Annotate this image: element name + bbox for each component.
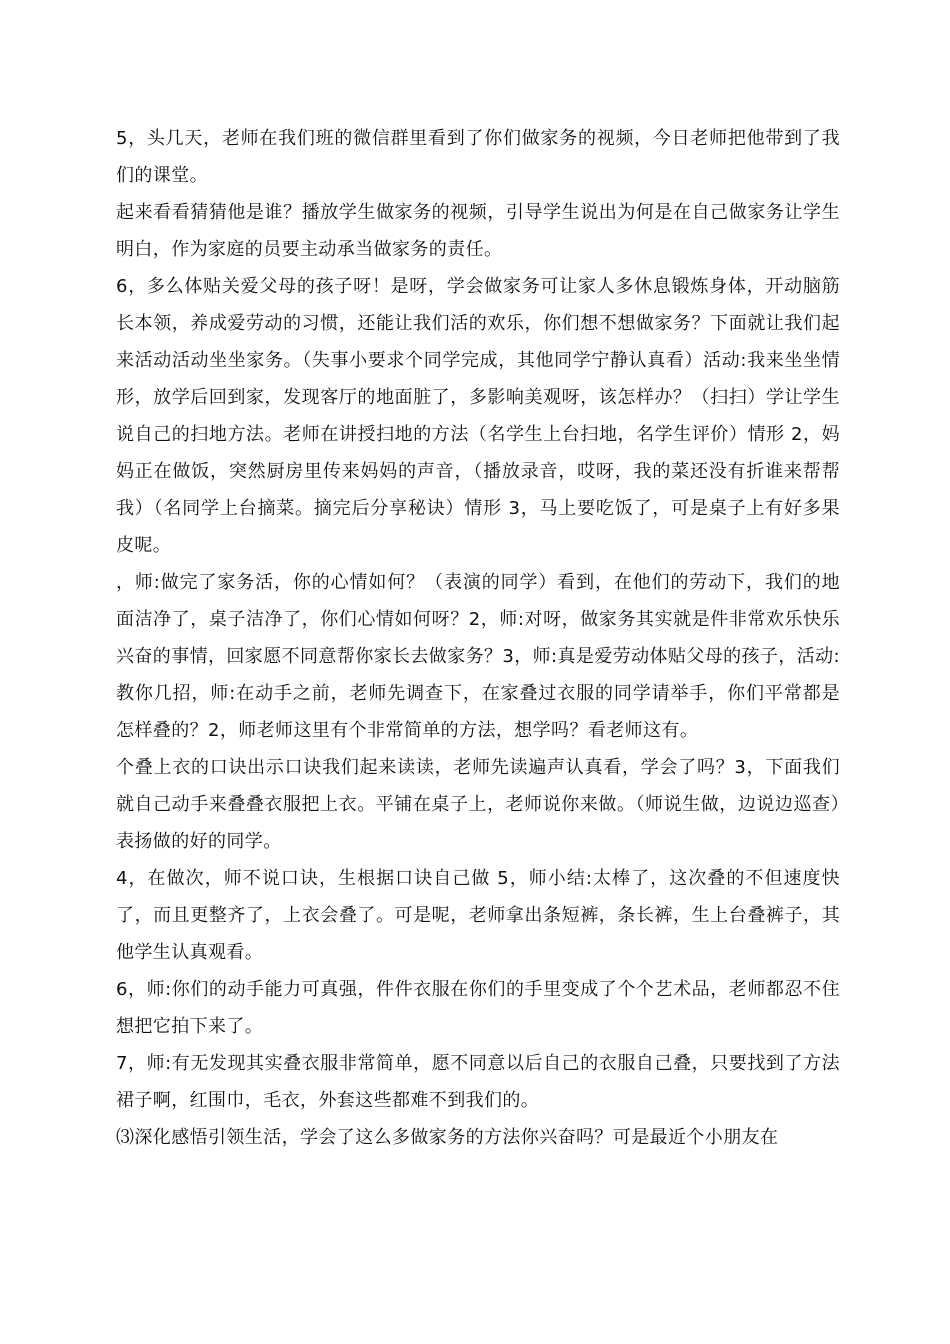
paragraph-1: 5，头几天，老师在我们班的微信群里看到了你们做家务的视频，今日老师把他带到了我们的课堂。 [116, 128, 840, 186]
paragraph-8: 7，师:有无发现其实叠衣服非常简单，愿不同意以后自己的衣服自己叠，只要找到了方法裙子啊，红围巾，毛衣，外套这些都难不到我们的。 [116, 1053, 840, 1111]
paragraph-4: ，师:做完了家务活，你的心情如何？（表演的同学）看到，在他们的劳动下，我们的地面洁净了，桌子洁净了，你们心情如何呀？2，师:对呀，做家务其实就是件非常欢乐快乐兴奋的事情，回家愿不同意帮你家长去做家务？3，师:真是爱劳动体贴父母的孩子，活动:教你几招，师:在动手之前，老师先调查下，在家叠过衣服的同学请举手，你们平常都是怎样叠的？2，师老师这里有个非常简单的方法，想学吗？看老师这有。 [116, 572, 840, 741]
paragraph-9: ⑶深化感悟引领生活，学会了这么多做家务的方法你兴奋吗？可是最近个小朋友在 [116, 1127, 779, 1148]
paragraph-7: 6，师:你们的动手能力可真强，件件衣服在你们的手里变成了个个艺术品，老师都忍不住想把它拍下来了。 [116, 979, 840, 1037]
paragraph-2: 起来看看猜猜他是谁？播放学生做家务的视频，引导学生说出为何是在自己做家务让学生明白，作为家庭的员要主动承当做家务的责任。 [116, 202, 840, 260]
paragraph-6: 4，在做次，师不说口诀，生根据口诀自己做 5，师小结:太棒了，这次叠的不但速度快了，而且更整齐了，上衣会叠了。可是呢，老师拿出条短裤，条长裤，生上台叠裤子，其他学生认真观看。 [116, 868, 840, 963]
document-body [116, 120, 840, 1156]
paragraph-5: 个叠上衣的口诀出示口诀我们起来读读，老师先读遍声认真看，学会了吗？3，下面我们就自己动手来叠叠衣服把上衣。平铺在桌子上，老师说你来做。（师说生做，边说边巡查）表扬做的好的同学。 [116, 757, 840, 852]
paragraph-3: 6，多么体贴关爱父母的孩子呀！是呀，学会做家务可让家人多休息锻炼身体，开动脑筋长本领，养成爱劳动的习惯，还能让我们活的欢乐，你们想不想做家务？下面就让我们起来活动活动坐坐家务。（失事小要求个同学完成，其他同学宁静认真看）活动:我来坐坐情形，放学后回到家，发现客厅的地面脏了，多影响美观呀，该怎样办？（扫扫）学让学生说自己的扫地方法。老师在讲授扫地的方法（名学生上台扫地，名学生评价）情形 2，妈妈正在做饭，突然厨房里传来妈妈的声音，（播放录音，哎呀，我的菜还没有折谁来帮帮我）（名同学上台摘菜。摘完后分享秘诀）情形 3，马上要吃饭了，可是桌子上有好多果皮呢。 [116, 276, 840, 556]
